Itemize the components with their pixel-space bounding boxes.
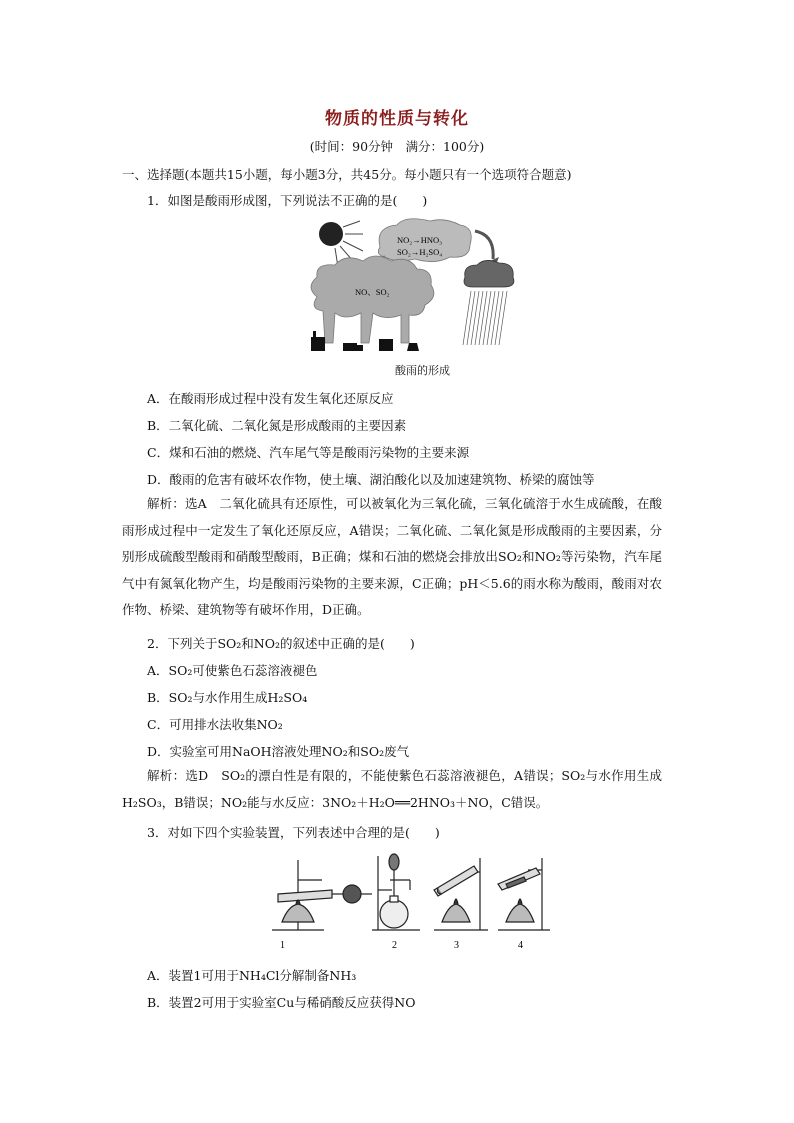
q2-option-a: A．SO₂可使紫色石蕊溶液褪色 [147, 663, 318, 678]
reaction1-label: NO₂→HNO₃ [397, 235, 443, 245]
figure-caption: 酸雨的形成 [395, 364, 450, 377]
apparatus-3 [434, 858, 488, 930]
q3-stem: 3．对如下四个实验装置，下列表述中合理的是( ) [147, 825, 440, 840]
section-heading: 一、选择题(本题共15小题，每小题3分，共45分。每小题只有一个选项符合题意) [122, 167, 572, 182]
apparatus-2 [372, 854, 420, 930]
q1-stem: 1．如图是酸雨形成图，下列说法不正确的是( ) [147, 193, 428, 208]
q3-option-a: A．装置1可用于NH₄Cl分解制备NH₃ [147, 968, 357, 983]
q1-option-c: C．煤和石油的燃烧、汽车尾气等是酸雨污染物的主要来源 [147, 445, 470, 460]
apparatus-2-label: 2 [392, 940, 397, 950]
q1-analysis: 解析：选A 二氧化硫具有还原性，可以被氧化为三氧化硫，三氧化硫溶于水生成硫酸，在酸雨形成过程中一定发生了氧化还原反应，A错误；二氧化硫、二氧化氮是形成酸雨的主要因素，分别形成硫酸型酸雨和硝酸型酸雨，B正确；煤和石油的燃烧会排放出SO₂和NO₂等污染物，汽车尾气中有氮氧化物产生，均是酸雨污染物的主要来源，C正确；pH＜5.6的雨水称为酸雨，酸雨对农作物、桥梁、建筑物等有破坏作用，D正确。 [122, 496, 662, 617]
page-title: 物质的性质与转化 [325, 109, 469, 129]
q2-option-b: B．SO₂与水作用生成H₂SO₄ [147, 690, 308, 705]
q1-option-a: A．在酸雨形成过程中没有发生氧化还原反应 [147, 391, 394, 406]
house-icon [379, 339, 393, 351]
car-icon [343, 343, 357, 351]
q2-option-c: C．可用排水法收集NO₂ [147, 717, 283, 732]
factory-icon [311, 337, 325, 351]
apparatus-1 [272, 860, 372, 930]
sun-icon [319, 222, 343, 246]
rain-cloud [464, 260, 514, 287]
cloud-label: NO、SO₂ [355, 287, 390, 297]
q2-stem: 2．下列关于SO₂和NO₂的叙述中正确的是( ) [147, 636, 415, 651]
boot-icon [407, 343, 419, 351]
q3-option-b: B．装置2可用于实验室Cu与稀硝酸反应获得NO [147, 995, 416, 1010]
apparatus-1-label: 1 [280, 940, 285, 950]
rain-drops [463, 291, 507, 345]
smoke-cloud [311, 256, 434, 343]
q2-analysis: 解析：选D SO₂的漂白性是有限的，不能使紫色石蕊溶液褪色，A错误；SO₂与水作用生成H₂SO₃，B错误；NO₂能与水反应：3NO₂＋H₂O══2HNO₃＋NO，C错误。 [122, 768, 662, 810]
acid-rain-figure [305, 217, 520, 357]
arrow-icon [475, 231, 493, 259]
q1-option-d: D．酸雨的危害有破坏农作物，使土壤、湖泊酸化以及加速建筑物、桥梁的腐蚀等 [147, 472, 595, 487]
apparatus-3-label: 3 [454, 940, 459, 950]
reaction2-label: SO₂→H₂SO₄ [397, 247, 443, 257]
q1-option-b: B．二氧化硫、二氧化氮是形成酸雨的主要因素 [147, 418, 407, 433]
exam-info: (时间：90分钟 满分：100分) [309, 139, 485, 154]
apparatus-4-label: 4 [518, 940, 523, 950]
q2-option-d: D．实验室可用NaOH溶液处理NO₂和SO₂废气 [147, 744, 410, 759]
apparatus-figure [262, 850, 552, 950]
apparatus-4 [498, 858, 550, 930]
